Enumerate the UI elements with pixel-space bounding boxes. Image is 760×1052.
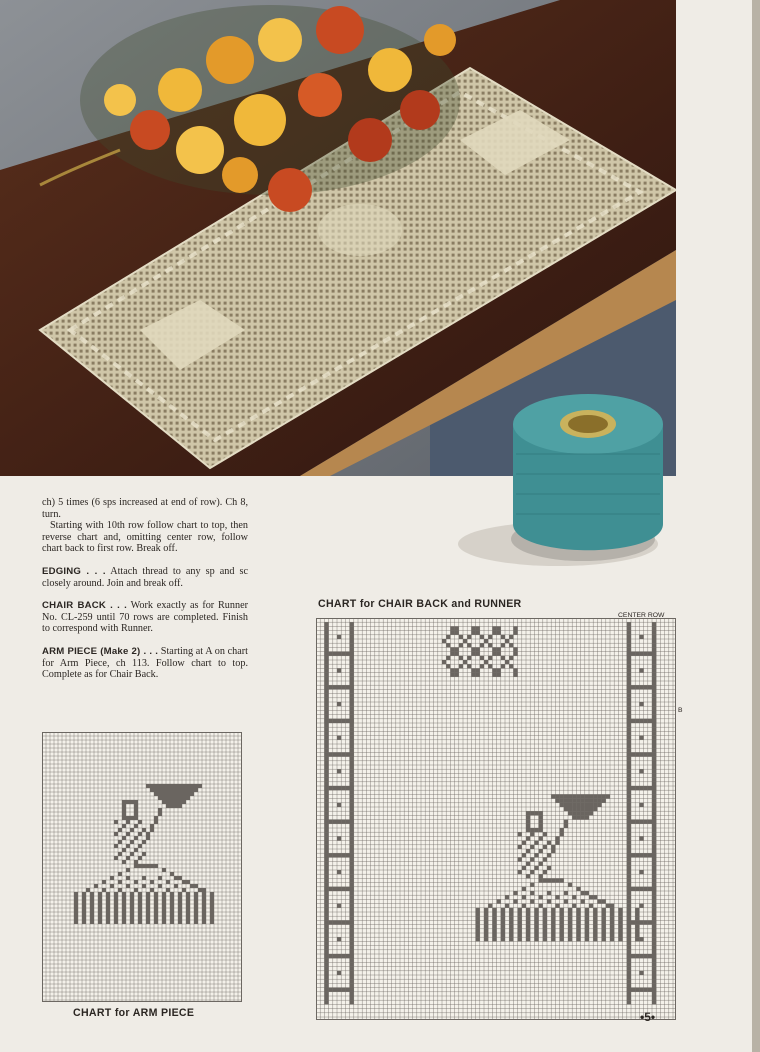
page-edge: [752, 0, 760, 1052]
grid-lines: [316, 618, 676, 1020]
chair-back-chart-title: CHART for CHAIR BACK and RUNNER: [318, 598, 522, 610]
chair-back-text: Work exactly as for Runner No. CL-259 until 70 rows are completed. Finish to correspond with Runner.: [42, 600, 248, 635]
page-number: •5•: [640, 1010, 656, 1024]
arm-piece-section: [42, 646, 248, 681]
edging-heading: EDGING . . .: [42, 565, 106, 577]
instructions-paragraph: Starting with 10th row follow chart to top, then reverse chart and, omitting center row, follow chart back to first row. Break off.: [42, 520, 248, 555]
instructions-text: [42, 497, 248, 692]
chair-back-runner-chart: [316, 618, 676, 1020]
arm-piece-text: Starting at A on chart for Arm Piece, ch 113. Follow chart to top. Complete as for Chair Back.: [42, 645, 248, 681]
chair-back-heading: CHAIR BACK . . .: [42, 600, 127, 612]
arm-piece-chart: [42, 732, 242, 1002]
edging-text: Attach thread to any sp and sc closely around. Join and break off.: [42, 565, 248, 589]
thread-spool-graphic: [458, 384, 668, 574]
instructions-continued: ch) 5 times (6 sps increased at end of row). Ch 8, turn.: [42, 497, 248, 520]
marker-b-label: B: [678, 707, 683, 714]
arm-piece-heading: ARM PIECE (Make 2) . . .: [42, 645, 159, 657]
center-row-label: CENTER ROW: [618, 612, 665, 619]
edging-section: [42, 566, 248, 589]
arm-piece-chart-title: CHART for ARM PIECE: [73, 1007, 195, 1019]
chair-back-section: [42, 600, 248, 635]
